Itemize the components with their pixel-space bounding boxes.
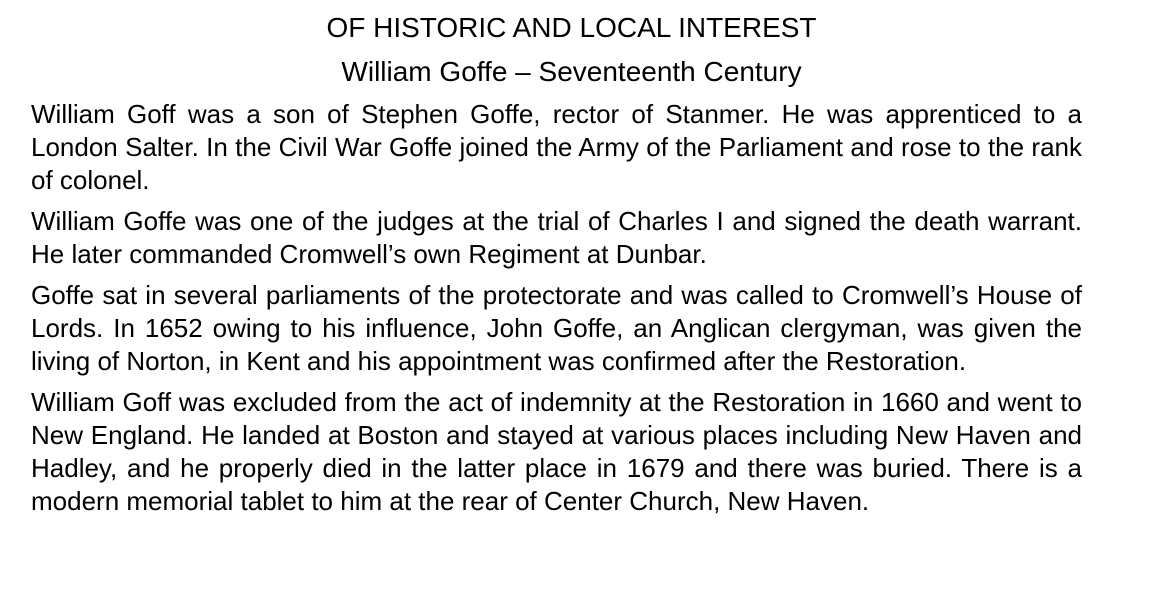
paragraph-4: William Goff was excluded from the act of indemnity at the Restoration in 1660 and went to New England. He landed at Boston and stayed at various places including New Haven and Hadley, and he properly died in the latter place in 1679 and there was buried. There is a modern memorial tablet to him at the rear of Center Church, New Haven.	[31, 387, 1082, 516]
document-page	[31, 8, 1082, 526]
paragraph-3: Goffe sat in several parliaments of the protectorate and was called to Cromwell’s House of Lords. In 1652 owing to his influence, John Goffe, an Anglican clergyman, was given the living of Norton, in Kent and his appointment was confirmed after the Restoration.	[31, 280, 1082, 376]
paragraph-2: William Goffe was one of the judges at the trial of Charles I and signed the death warrant. He later commanded Cromwell’s own Regiment at Dunbar.	[31, 206, 1082, 269]
document-subheading: William Goffe – Seventeenth Century	[341, 56, 802, 87]
document-heading: OF HISTORIC AND LOCAL INTEREST	[326, 12, 817, 43]
paragraph-1: William Goff was a son of Stephen Goffe, rector of Stanmer. He was apprenticed to a London Salter. In the Civil War Goffe joined the Army of the Parliament and rose to the rank of colonel.	[31, 99, 1082, 195]
